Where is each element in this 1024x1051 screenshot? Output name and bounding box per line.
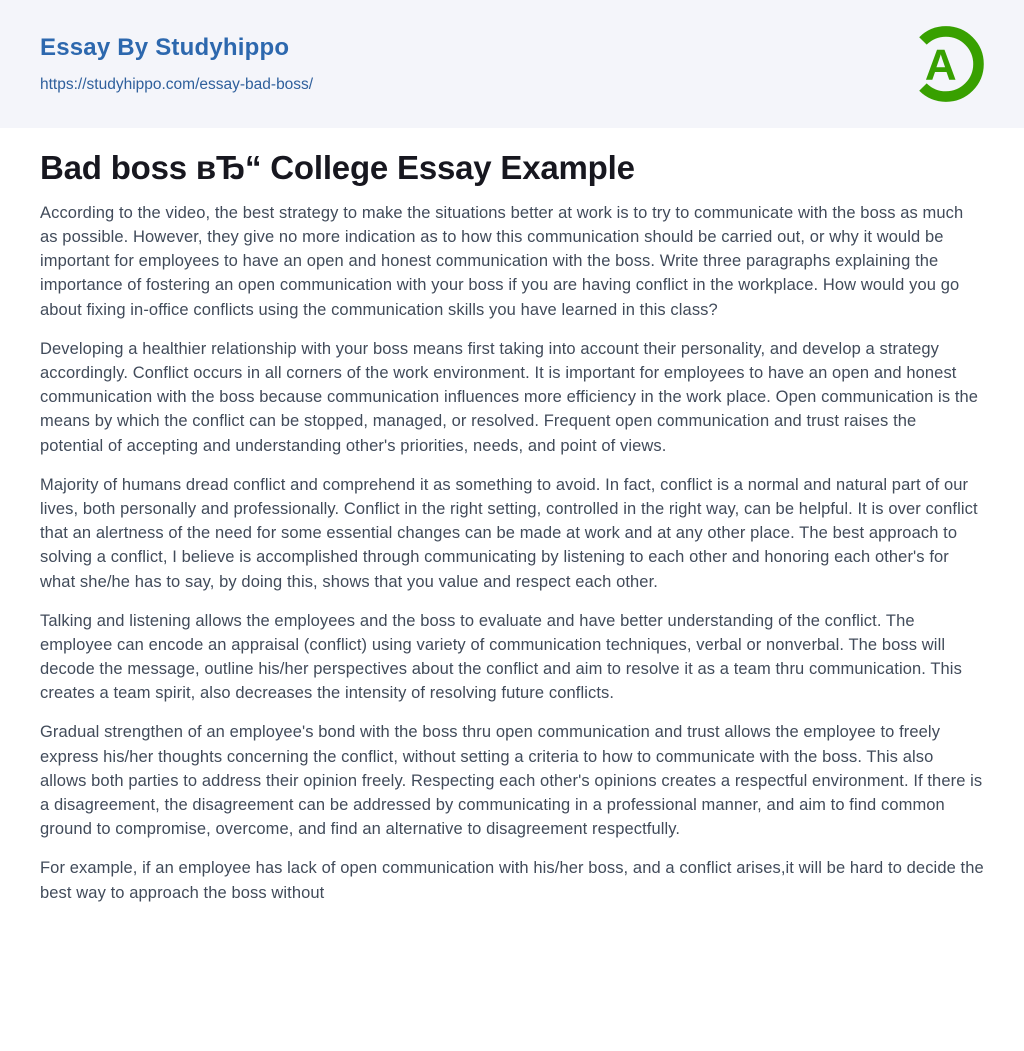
essay-paragraph-3: Majority of humans dread conflict and comprehend it as something to avoid. In fact, conflict is a normal and natural part of our lives, both personally and professionally. Conflict in the right setting, controlled in the right way, can be helpful. It is over conflict that an alertness of the need for some essential changes can be made at work and at any other place. The best approach to solving a conflict, I believe is accomplished through communicating by listening to each other and honoring each other's for what she/he has to say, by doing this, shows that you value and respect each other. (40, 475, 978, 591)
article-body (0, 148, 1024, 905)
essay-paragraph-1: According to the video, the best strategy to make the situations better at work is to try to communicate with the boss as much as possible. However, they give no more indication as to how this communication should be carried out, or why it would be important for employees to have an open and honest communication with the boss. Write three paragraphs explaining the importance of fostering an open communication with your boss if you are having conflict in the workplace. How would you go about fixing in-office conflicts using the communication skills you have learned in this class? (40, 203, 964, 319)
essay-paragraph-5: Gradual strengthen of an employee's bond with the boss thru open communication and trust allows the employee to freely express his/her thoughts concerning the conflict, without setting a criteria to how to communicate with the boss. This also allows both parties to address their opinion freely. Respecting each other's opinions creates a respectful environment. If there is a disagreement, the disagreement can be addressed by communicating in a professional manner, and aim to find common ground to compromise, overcome, and find an alternative to disagreement respectfully. (40, 723, 983, 839)
header-text-block (40, 33, 314, 93)
essay-paragraph-2: Developing a healthier relationship with your boss means first taking into account their personality, and develop a strategy accordingly. Conflict occurs in all corners of the work environment. It is important for employees to have an open and honest communication with the boss because communication influences more efficiency in the work place. Open communication is the means by which the conflict can be stopped, managed, or resolved. Frequent open communication and trust raises the potential of accepting and understanding other's priorities, needs, and point of views. (40, 339, 979, 455)
site-title: Essay By Studyhippo (40, 33, 290, 61)
essay-paragraph-6: For example, if an employee has lack of open communication with his/her boss, and a conflict arises,it will be hard to decide the best way to approach the boss without (40, 859, 984, 902)
page-url-text: https://studyhippo.com/essay-bad-boss/ (40, 75, 314, 93)
studyhippo-logo-icon (902, 20, 990, 108)
page-url-link[interactable] (40, 77, 313, 93)
logo-letter: A (924, 40, 957, 90)
article-title: Bad boss вЂ“ College Essay Example (40, 149, 635, 186)
page-header (0, 0, 1024, 128)
essay-paragraph-4: Talking and listening allows the employees and the boss to evaluate and have better understanding of the conflict. The employee can encode an appraisal (conflict) using variety of communication techniques, verbal or nonverbal. The boss will decode the message, outline his/her perspectives about the conflict and aim to resolve it as a team thru communication. This creates a team spirit, also decreases the intensity of resolving future conflicts. (40, 611, 962, 703)
